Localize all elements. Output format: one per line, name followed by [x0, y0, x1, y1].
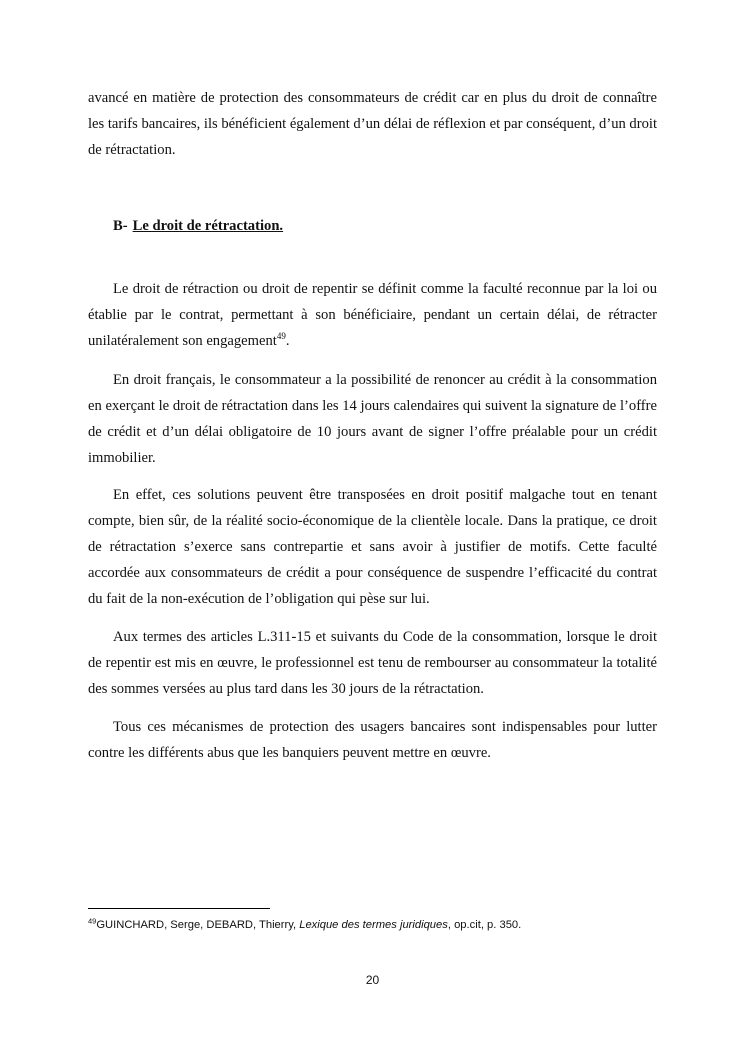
footnote-divider — [88, 908, 270, 909]
paragraph-conclusion: Tous ces mécanismes de protection des usagers bancaires sont indispensables pour lutter contre les différents abus que les banquiers peuvent mettre en œuvre. — [88, 719, 657, 761]
footnote-rest: , op.cit, p. 350. — [447, 919, 522, 931]
footnote-number: 49 — [88, 916, 97, 926]
paragraph-code-articles: Aux termes des articles L.311-15 et suivants du Code de la consommation, lorsque le droit de repentir est mis en œuvre, le professionnel est tenu de rembourser au consommateur la totalité des sommes versées au plus tard dans les 30 jours de la rétractation. — [88, 629, 657, 697]
section-heading-text: Le droit de rétractation. — [132, 218, 284, 234]
paragraph-definition-text: Le droit de rétraction ou droit de repentir se définit comme la faculté reconnue par la loi ou établie par le contrat, permettant à son bénéficiaire, pendant un certain délai, de rétracter unilatéralement son engagement — [88, 281, 657, 349]
footnote-authors: GUINCHARD, Serge, DEBARD, Thierry, — [96, 919, 300, 931]
section-heading-marker: B- — [113, 218, 128, 234]
paragraph-french-law: En droit français, le consommateur a la possibilité de renoncer au crédit à la consommation en exerçant le droit de rétractation dans les 14 jours calendaires qui suivent la signature de l’offre de crédit et d’un délai obligatoire de 10 jours avant de signer l’offre préalable pour un crédit immobilier. — [88, 372, 657, 466]
footnote-reference: 49 — [276, 331, 286, 342]
paragraph-continuation: avancé en matière de protection des consommateurs de crédit car en plus du droit de connaître les tarifs bancaires, ils bénéficient également d’un délai de réflexion et par conséquent, d’un droit de rétractation. — [88, 90, 657, 158]
section-heading — [113, 213, 283, 239]
paragraph-malagasy-law: En effet, ces solutions peuvent être transposées en droit positif malgache tout en tenant compte, bien sûr, de la réalité socio-économique de la clientèle locale. Dans la pratique, ce droit de rétractation s’exerce sans contrepartie et sans avoir à justifier de motifs. Cette faculté accordée aux consommateurs de crédit a pour conséquence de suspendre l’efficacité du contrat du fait de la non-exécution de l’obligation qui pèse sur lui. — [88, 487, 657, 607]
page-number: 20 — [365, 973, 380, 987]
footnote-title: Lexique des termes juridiques — [299, 919, 448, 931]
paragraph-definition — [88, 276, 657, 354]
document-page — [88, 0, 657, 1053]
footnote — [88, 916, 657, 934]
paragraph-end-mark: . — [285, 333, 290, 349]
